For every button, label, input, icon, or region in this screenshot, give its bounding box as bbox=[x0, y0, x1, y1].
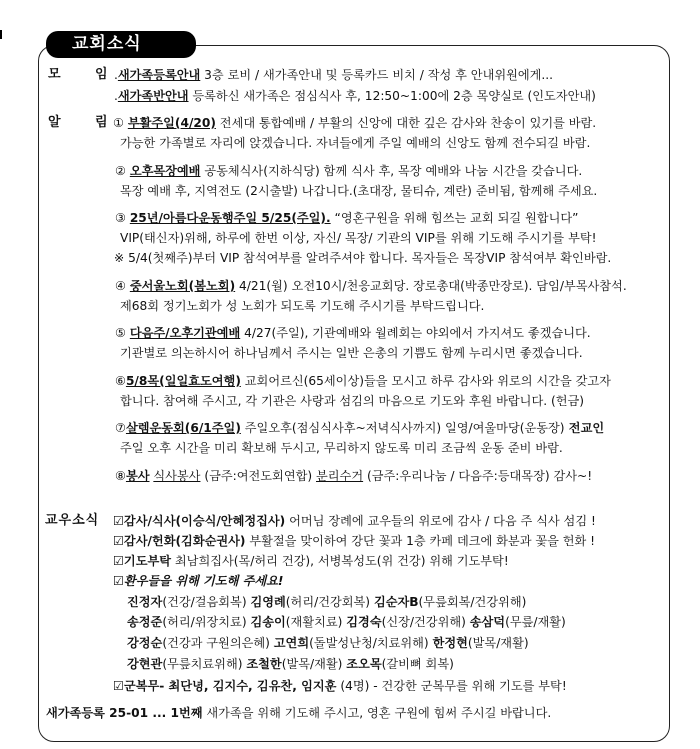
new-family-label: 새가족등록 bbox=[46, 706, 105, 720]
notice-3-line-3: ※ 5/4(첫째주)부터 VIP 참석여부를 알려주셔야 합니다. 목자들은 목장VIP 참석여부 확인바람. bbox=[114, 251, 612, 265]
patient-condition: (허리/건강회복) bbox=[285, 595, 374, 609]
patient-condition: (허리/위장치료) bbox=[162, 615, 251, 629]
notice-text: 교회어르신(65세이상)들을 모시고 하루 감사와 위로의 시간을 갖고자 bbox=[240, 374, 611, 388]
members-label: 교우소식 bbox=[45, 513, 100, 528]
patient-condition: (무릎회복/건강위해) bbox=[418, 595, 527, 609]
patient-condition: (발목/재활) bbox=[467, 636, 529, 650]
patient-condition: (발목/재활) bbox=[281, 657, 347, 671]
gathering-item-2 bbox=[114, 88, 596, 104]
notice-1 bbox=[113, 115, 596, 131]
patient-row bbox=[127, 594, 526, 610]
item-title: 새가족반안내 bbox=[117, 89, 189, 103]
patient-condition: (신장/건강위해) bbox=[381, 615, 470, 629]
item-text: 등록하신 새가족은 점심식사 후, 12:50~1:00에 2층 목양실로 (인도자안내) bbox=[188, 89, 596, 103]
notice-2 bbox=[115, 163, 582, 179]
patient-name: 고연희 bbox=[273, 636, 310, 650]
section-title: 교회소식 bbox=[46, 31, 196, 58]
notice-4 bbox=[115, 278, 627, 294]
member-4 bbox=[113, 573, 284, 589]
patient-condition: (갈비뼈 회복) bbox=[381, 657, 454, 671]
member-text: 어머님 장례에 교우들의 위로에 감사 / 다음 주 식사 섬김 ! bbox=[285, 514, 596, 528]
gathering-item-1 bbox=[114, 67, 553, 83]
member-head: ☑환우들을 위해 기도해 주세요! bbox=[113, 574, 284, 588]
member-head: ☑군복무- 최단녕, 김지수, 김유찬, 임지훈 bbox=[113, 679, 337, 693]
patient-name: 김경숙 bbox=[346, 615, 382, 629]
notice-3-line-2: VIP(태신자)위해, 하루에 한번 이상, 자신/ 목장/ 기관의 VIP를 위해 기도해 주시기를 부탁! bbox=[120, 231, 597, 245]
patient-row bbox=[127, 635, 529, 651]
notice-number: ⑤ bbox=[115, 326, 126, 340]
notice-number: ② bbox=[115, 164, 126, 178]
corner-mark bbox=[0, 30, 2, 39]
patient-name: 송정준 bbox=[127, 615, 163, 629]
item-title: 새가족등록안내 bbox=[117, 68, 201, 82]
new-family bbox=[46, 705, 551, 721]
notice-text: 4/21(월) 오전10시/천응교회당. 장로총대(박종만장로). 담임/부목사참석. bbox=[235, 279, 627, 293]
notice-text: 전세대 통합예배 / 부활의 신앙에 대한 깊은 감사와 찬송이 있기를 바람. bbox=[215, 116, 597, 130]
notice-8 bbox=[115, 468, 592, 484]
gathering-label-2: 임 bbox=[95, 67, 108, 82]
patient-condition: (건강/걸음회복) bbox=[162, 595, 251, 609]
notices-label-2: 림 bbox=[95, 115, 108, 130]
notice-text: 공동체식사(지하식당) 함께 식사 후, 목장 예배와 나눔 시간을 갖습니다. bbox=[200, 164, 583, 178]
notice-title: 부활주일(4/20) bbox=[127, 116, 216, 130]
member-head: ☑감사/식사(이승식/안혜정집사) bbox=[113, 514, 286, 528]
notice-text: 주일오후(점심식사후~저녁식사까지) 일영/여울마당(운동장) bbox=[240, 421, 565, 435]
patient-condition: (무릎치료위해) bbox=[162, 657, 247, 671]
patient-name: 조오목 bbox=[346, 657, 382, 671]
notice-number: ⑧ bbox=[115, 469, 126, 483]
notice-title: 5/8목(일일효도여행) bbox=[125, 374, 241, 388]
notice-text: (금주:우리나눔 / 다음주:등대목장) 감사~! bbox=[363, 469, 593, 483]
notice-title: 살렘운동회(6/1주일) bbox=[125, 421, 241, 435]
patient-name: 한정현 bbox=[432, 636, 468, 650]
member-text: (4명) - 건강한 군복무를 위해 기도를 부탁! bbox=[336, 679, 567, 693]
bullet: . bbox=[114, 68, 118, 82]
bullet: . bbox=[114, 89, 118, 103]
gathering-label-1: 모 bbox=[48, 67, 61, 82]
notice-5 bbox=[115, 325, 591, 341]
member-1 bbox=[113, 513, 596, 529]
notice-number: ③ bbox=[115, 211, 126, 225]
notice-text: (금주:여전도회연합) bbox=[200, 469, 317, 483]
new-family-text: 새가족을 위해 기도해 주시고, 영혼 구원에 힘써 주시길 바랍니다. bbox=[202, 706, 552, 720]
patient-row bbox=[127, 656, 454, 672]
member-2 bbox=[113, 533, 595, 549]
notice-7 bbox=[115, 420, 604, 436]
notice-number: ⑥ bbox=[115, 374, 126, 388]
patient-name: 강현관 bbox=[127, 657, 163, 671]
patient-name: 조철한 bbox=[246, 657, 282, 671]
notice-title: 중서울노회(봄노회) bbox=[129, 279, 236, 293]
patient-condition: (돌발성난청/치료위해) bbox=[309, 636, 433, 650]
notice-4-line-2: 제68회 정기노회가 성 노회가 되도록 기도해 주시기를 부탁드립니다. bbox=[120, 299, 485, 313]
member-5 bbox=[113, 678, 567, 694]
notices-label-1: 알 bbox=[48, 115, 61, 130]
patient-row bbox=[127, 614, 566, 630]
notice-title: 오후목장예배 bbox=[129, 164, 201, 178]
notice-title: 다음주/오후기관예배 bbox=[129, 326, 241, 340]
notice-6-line-2: 합니다. 참여해 주시고, 각 기관은 사랑과 섬김의 마음으로 기도와 후원 바랍니다. (헌금) bbox=[120, 394, 585, 408]
notice-number: ⑦ bbox=[115, 421, 126, 435]
patient-name: 송삼덕 bbox=[469, 615, 506, 629]
notice-number: ① bbox=[113, 116, 124, 130]
patient-condition: (무릎/재활) bbox=[505, 615, 566, 629]
notice-text: “영혼구원을 위해 힘쓰는 교회 되길 원합니다” bbox=[330, 211, 579, 225]
patient-name: 김영례 bbox=[250, 595, 286, 609]
patient-name: 김송이 bbox=[250, 615, 286, 629]
patient-name: 진정자 bbox=[127, 595, 163, 609]
notice-emphasis: 전교인 bbox=[564, 421, 605, 435]
notice-1-line-2: 가능한 가족별로 자리에 앉겠습니다. 자녀들에게 주일 예배의 신앙도 함께 전수되길 바람. bbox=[120, 136, 591, 150]
patient-name: 강정순 bbox=[127, 636, 163, 650]
member-text: 최남희집사(목/허리 건강), 서병복성도(위 건강) 위해 기도부탁! bbox=[171, 554, 509, 568]
notice-2-line-2: 목장 예배 후, 지역전도 (2시출발) 나갑니다.(초대장, 물티슈, 계란) 준비됨, 함께해 주세요. bbox=[120, 184, 598, 198]
notice-sub-2: 분리수거 bbox=[316, 469, 364, 483]
item-text: 3층 로비 / 새가족안내 및 등록카드 비치 / 작성 후 안내위원에게... bbox=[200, 68, 554, 82]
patient-condition: (건강과 구원의은혜) bbox=[162, 636, 274, 650]
notice-5-line-2: 기관별로 의논하시어 하나님께서 주시는 일반 은총의 기쁨도 함께 누리시면 좋겠습니다. bbox=[120, 346, 583, 360]
member-head: ☑기도부탁 bbox=[113, 554, 172, 568]
notice-6 bbox=[115, 373, 611, 389]
member-3 bbox=[113, 553, 509, 569]
patient-condition: (재활치료) bbox=[285, 615, 347, 629]
notice-title: 봉사 bbox=[125, 469, 150, 483]
new-family-count: 25-01 ... 1번째 bbox=[104, 706, 203, 720]
notice-7-line-2: 주일 오후 시간을 미리 확보해 두시고, 무리하지 않도록 미리 조금씩 운동 준비 바람. bbox=[120, 441, 563, 455]
member-head: ☑감사/헌화(김화순권사) bbox=[113, 534, 246, 548]
notice-number: ④ bbox=[115, 279, 126, 293]
notice-3 bbox=[115, 210, 578, 226]
patient-name: 김순자B bbox=[373, 595, 419, 609]
notice-title: 25년/아름다운동행주일 5/25(주일). bbox=[129, 211, 331, 225]
notice-text: 4/27(주일), 기관예배와 월례회는 야외에서 가지셔도 좋겠습니다. bbox=[240, 326, 591, 340]
notice-sub-1: 식사봉사 bbox=[153, 469, 201, 483]
member-text: 부활절을 맞이하여 강단 꽃과 1층 카페 데크에 화분과 꽃을 헌화 ! bbox=[245, 534, 596, 548]
